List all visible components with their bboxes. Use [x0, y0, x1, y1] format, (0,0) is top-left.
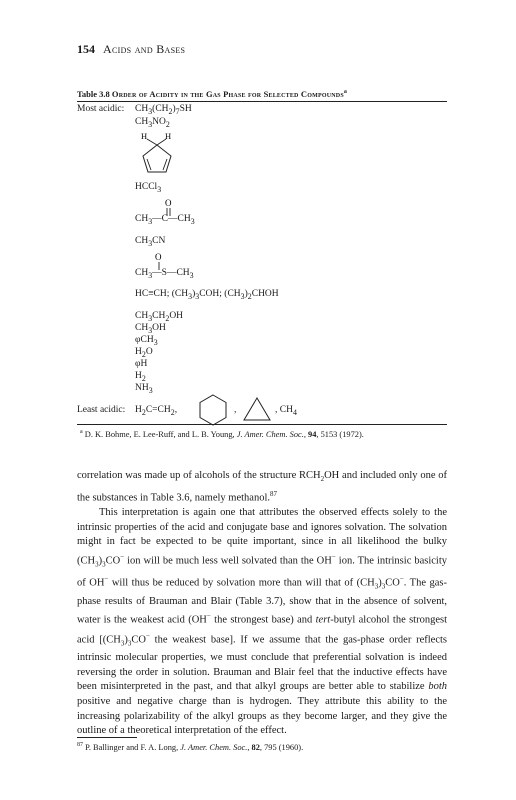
- table-row: φH: [135, 359, 148, 369]
- table-row: φCH$_3$: [135, 335, 158, 347]
- table-caption-mark: a: [343, 89, 347, 96]
- table-row: $CH_3(CH_2)_7SH$: [135, 104, 192, 116]
- dmso-sulfoxide: [135, 250, 195, 270]
- body-text: [77, 469, 447, 739]
- table-top-rule: [77, 101, 447, 102]
- table-row: $CH_3—S—CH_3$: [135, 268, 194, 280]
- table-row: $CH_3NO_2$: [135, 117, 170, 129]
- table-row: $H_2O$: [135, 347, 153, 359]
- table-row: HC≡CH; $(CH_3)_3COH$; $(CH_3)_2CHOH$: [135, 289, 279, 301]
- paragraph: correlation was made up of alcohols of the structure $RCH_2OH$ and included only one of the substances in Table 3.6, namely methanol.$^{87}$: [77, 470, 447, 504]
- svg-text:H: H: [141, 131, 148, 141]
- table-row: $CH_3CN$: [135, 236, 166, 248]
- table-row: , $CH_4$: [275, 405, 297, 417]
- table-row: $H_2$: [135, 371, 146, 383]
- table-row: $H_2C=CH_2$,: [135, 405, 178, 417]
- table-footnote: $^a$ D. K. Bohme, E. Lee-Ruff, and L. B. Young, J. Amer. Chem. Soc., 94, 5153 (1972).: [80, 429, 364, 439]
- acetone-carbonyl: [135, 196, 195, 216]
- page-number: 154: [77, 42, 95, 56]
- cyclopropane-structure: [242, 396, 272, 422]
- most-acidic-label: Most acidic:: [77, 104, 125, 114]
- cyclohexane-structure: [196, 393, 230, 427]
- running-title: Acids and Bases: [103, 42, 186, 56]
- page-footnote: $^{87}$ P. Ballinger and F. A. Long, J. Amer. Chem. Soc., 82, 795 (1960).: [77, 742, 304, 752]
- svg-text:H: H: [165, 131, 172, 141]
- table-caption: [77, 89, 347, 99]
- table-bottom-rule: [77, 424, 447, 425]
- table-row: $CH_3—C—CH_3$: [135, 214, 195, 226]
- svg-text:O: O: [155, 252, 162, 262]
- table-footnote-mark: a: [80, 429, 83, 435]
- table-caption-text: Order of Acidity in the Gas Phase for Selected Compounds: [111, 89, 344, 99]
- table-caption-label: Table 3.8: [77, 89, 110, 99]
- table-row: HCCl$_3$: [135, 182, 162, 194]
- list-separator: ,: [234, 405, 237, 415]
- least-acidic-label: Least acidic:: [77, 405, 126, 415]
- paragraph: This interpretation is again one that attributes the observed effects solely to the intrinsic properties of the acid and conjugate base and ignores solvation. The solvation might in fact be expected to be quite important, since in all likelihood the bulky $(CH_3)_3CO^-$ ion will be much less well solvated than the OH− ion. The intrinsic basicity of OH− will thus be reduced by solvation more than will that of $(CH_3)_3CO^-$. The gas-phase results of Brauman and Blair (Table 3.7), show that in the absence of solvent, water is the weakest acid (OH− the strongest base) and tert-butyl alcohol the strongest acid [$(CH_3)_3CO^-$ the weakest base]. If we assume that the gas-phase order reflects intrinsic molecular properties, we must conclude that preferential solvation is indeed reversing the order in solution. Brauman and Blair feel that the inductive effects have been misinterpreted in the past, and that alkyl groups are better able to stabilize both positive and negative charge than is hydrogen. They attribute this ability to the increasing polarizability of the alkyl groups as they become larger, and they give the outline of a theoretical interpretation of the effect.: [77, 507, 447, 737]
- table-row: $CH_3CH_2OH$: [135, 311, 184, 323]
- table-row: $CH_3OH$: [135, 323, 166, 335]
- footnote-rule: [77, 737, 137, 738]
- svg-text:O: O: [165, 198, 172, 208]
- cyclopentadiene-structure: [135, 130, 185, 182]
- running-header: [77, 42, 185, 57]
- table-row: $NH_3$: [135, 383, 153, 395]
